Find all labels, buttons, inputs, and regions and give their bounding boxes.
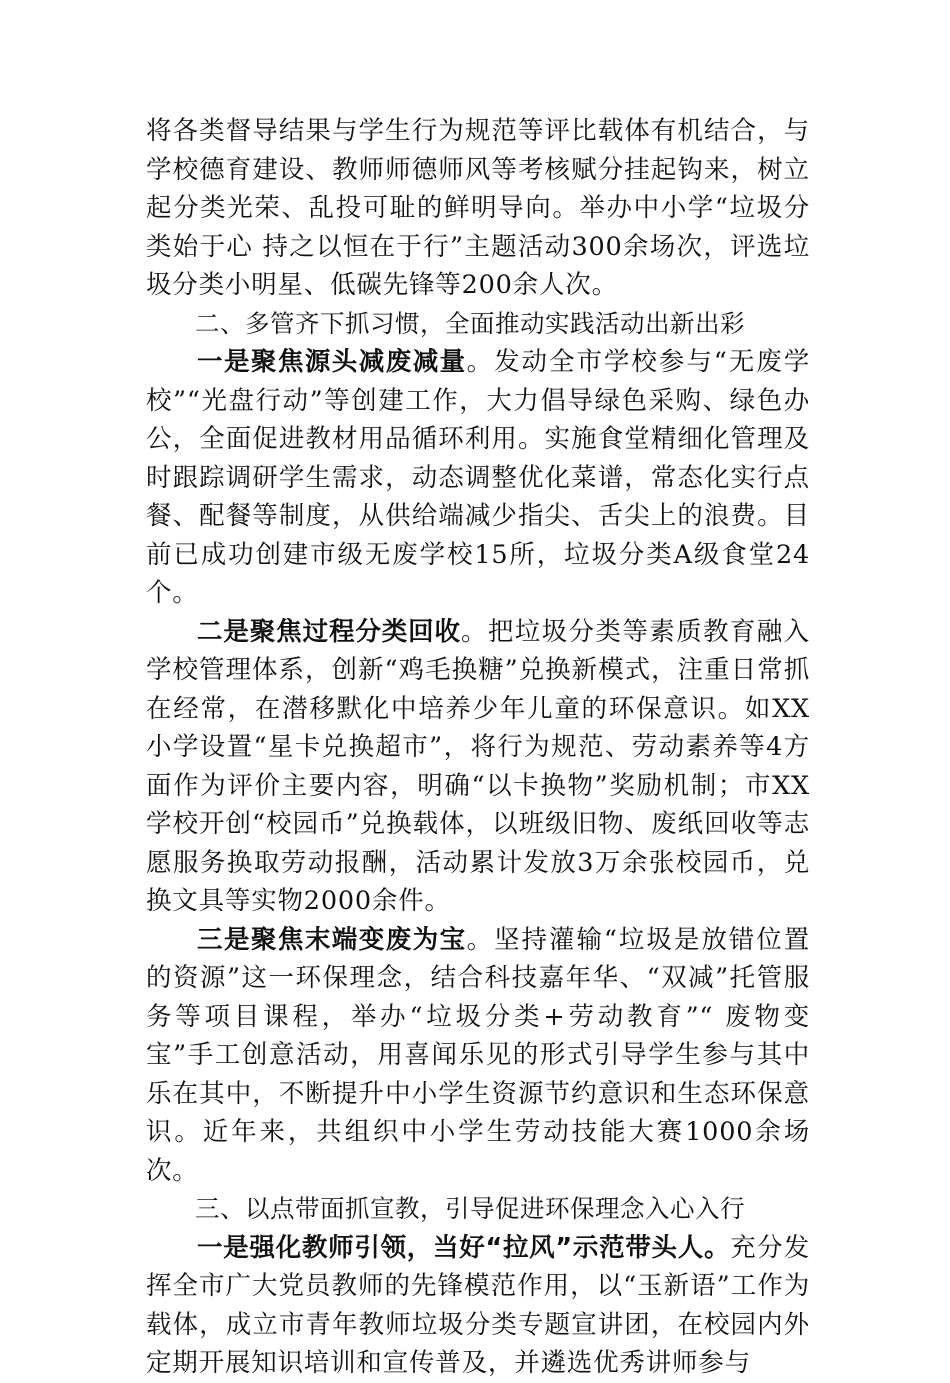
paragraph-lead: 二是聚焦过程分类回收 — [197, 616, 461, 647]
section-heading-2: 二、多管齐下抓习惯，全面推动实践活动出新出彩 — [195, 308, 745, 338]
paragraph-text: 。发动全市学校参与“无废学校”“光盘行动”等创建工作，大力倡导绿色采购、绿色办公，全面促进教材用品循环利用。实施食堂精细化管理及时跟踪调研学生需求，动态调整优化菜谱，常态化实行点餐、配餐等制度，从供给端减少指尖、舌尖上的浪费。目前已成功创建市级无废学校15所，垃圾分类A级食堂24个。 — [146, 347, 810, 608]
paragraph-waste-to-treasure — [146, 921, 810, 1191]
paragraph-text: 将各类督导结果与学生行为规范等评比载体有机结合，与学校德育建设、教师师德师风等考核赋分挂起钩来，树立起分类光荣、乱投可耻的鲜明导向。举办中小学“垃圾分类始于心 持之以恒在于行”主题活动300余场次，评选垃圾分类小明星、低碳先锋等200余人次。 — [146, 116, 810, 300]
section-heading-3: 三、以点带面抓宣教，引导促进环保理念入心入行 — [195, 1194, 745, 1223]
paragraph-text: 。坚持灌输“垃圾是放错位置的资源”这一环保理念，结合科技嘉年华、“双减”托管服务等项目课程，举办“垃圾分类+劳动教育”“ 废物变宝”手工创意活动，用喜闻乐见的形式引导学生参与其中乐在其中，不断提升中小学生资源节约意识和生态环保意识。近年来，共组织中小学生劳动技能大赛1000余场次。 — [146, 924, 810, 1186]
paragraph-lead: 一是聚焦源头减废减量 — [197, 347, 467, 377]
paragraph-text: 充分发挥全市广大党员教师的先锋模范作用，以“玉新语”工作为载体，成立市青年教师垃圾分类专题宣讲团，在校园内外定期开展知识培训和宣传普及，并遴选优秀讲师参与 — [146, 1232, 810, 1378]
paragraph-process-sorting — [146, 613, 810, 921]
paragraph-lead: 三是聚焦末端变废为宝 — [197, 924, 467, 955]
paragraph-lead: 一是强化教师引领，当好“拉风”示范带头人。 — [197, 1232, 731, 1263]
paragraph-text: 。把垃圾分类等素质教育融入学校管理体系，创新“鸡毛换糖”兑换新模式，注重日常抓在经常，在潜移默化中培养少年儿童的环保意识。如XX小学设置“星卡兑换超市”，将行为规范、劳动素养等4方面作为评价主要内容，明确“以卡换物”奖励机制；市XX学校开创“校园币”兑换载体，以班级旧物、废纸回收等志愿服务换取劳动报酬，活动累计发放3万余张校园币，兑换文具等实物2000余件。 — [146, 616, 810, 916]
paragraph-source-reduction — [146, 343, 810, 613]
paragraph-teacher-guidance — [146, 1229, 810, 1383]
document-page — [146, 112, 810, 1383]
paragraph-1 — [146, 112, 810, 305]
